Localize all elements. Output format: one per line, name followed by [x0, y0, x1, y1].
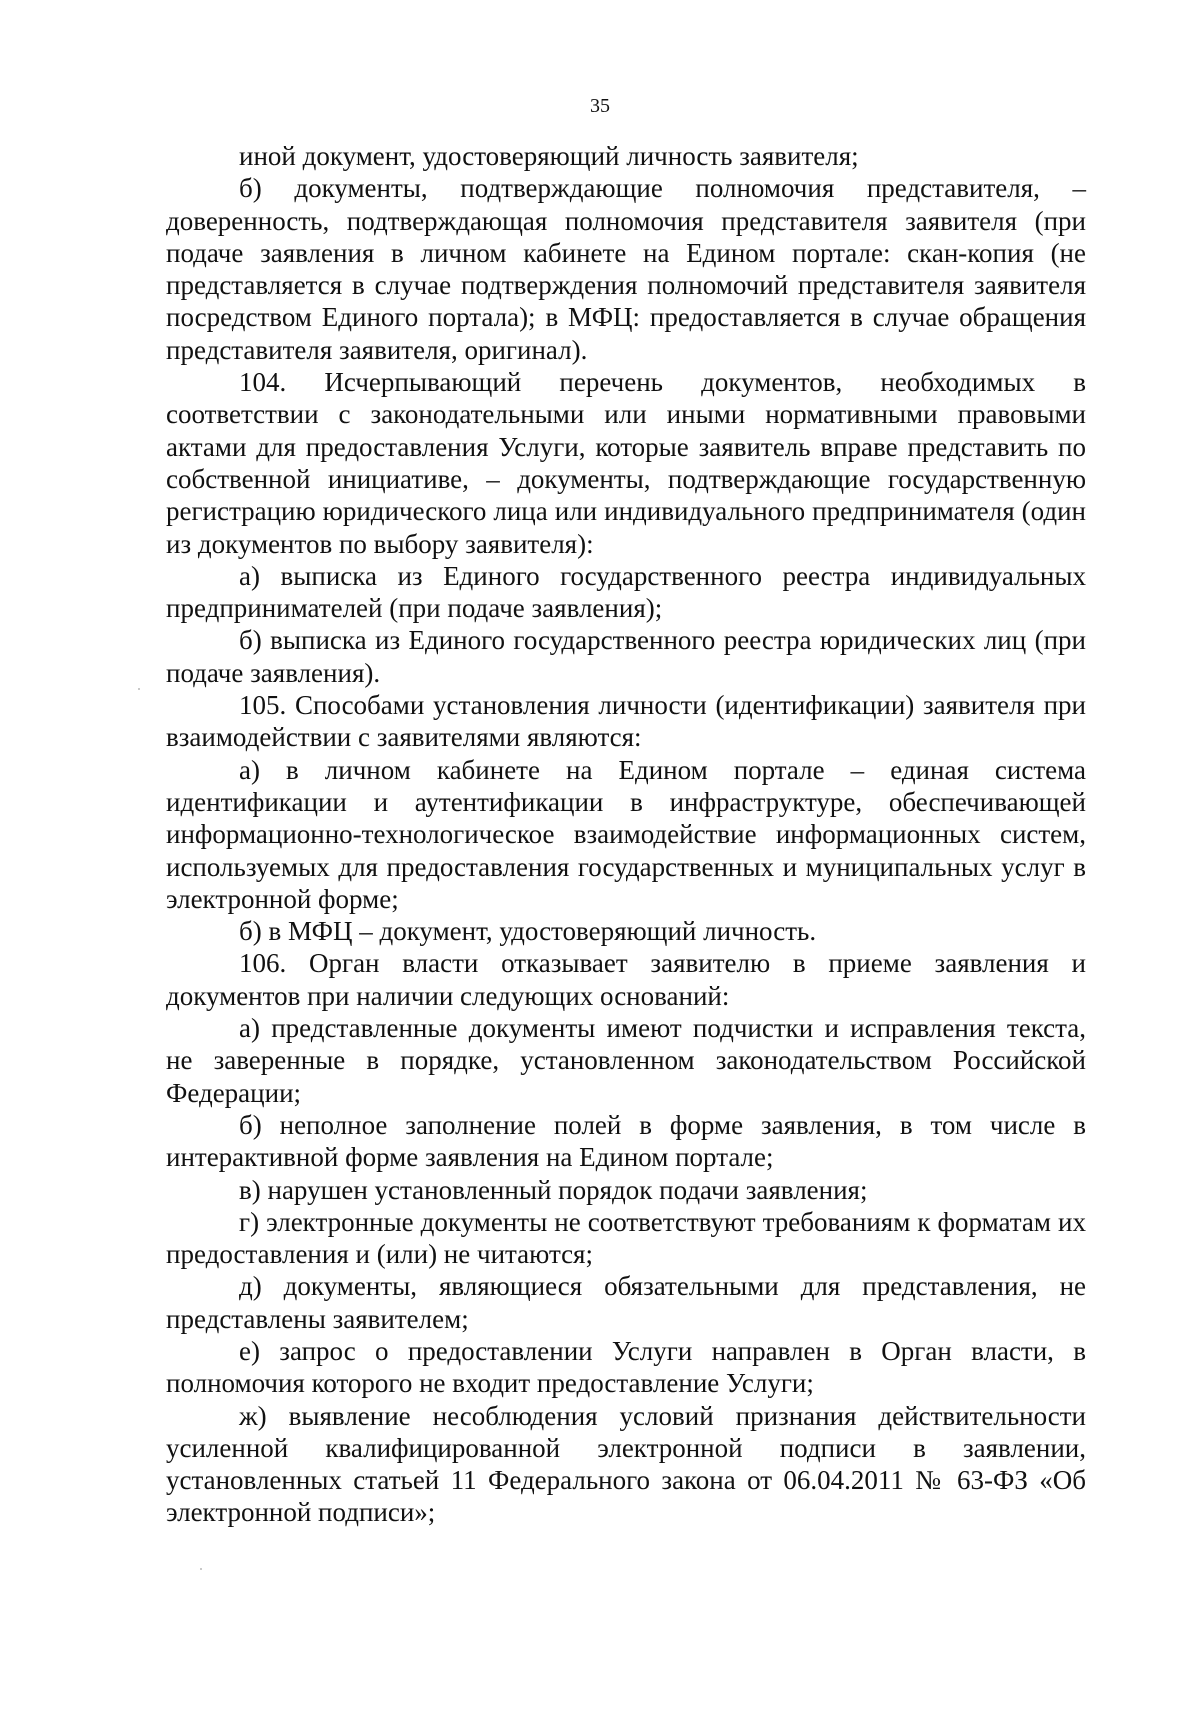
- paragraph: а) в личном кабинете на Едином портале – единая система идентификации и аутентификации в инфраструктуре, обеспечивающей информационно-технологическое взаимодействие информационных систем, используемых для предоставления государственных и муниципальных услуг в электронной форме;: [166, 754, 1086, 914]
- paragraph: 104. Исчерпывающий перечень документов, необходимых в соответствии с законодательными или иными нормативными правовыми актами для предоставления Услуги, которые заявитель вправе представить по собственной инициативе, – документы, подтверждающие государственную регистрацию юридического лица или индивидуального предпринимателя (один из документов по выбору заявителя):: [166, 367, 1086, 559]
- scan-speck: [138, 688, 140, 690]
- page-number: 35: [590, 95, 610, 117]
- paragraph: иной документ, удостоверяющий личность заявителя;: [239, 141, 859, 171]
- paragraph: б) в МФЦ – документ, удостоверяющий личность.: [239, 916, 817, 947]
- paragraph: а) выписка из Единого государственного реестра индивидуальных предпринимателей (при подаче заявления);: [166, 560, 1086, 624]
- paragraph: а) представленные документы имеют подчистки и исправления текста, не заверенные в порядке, установленном законодательством Российской Федерации;: [166, 1013, 1086, 1108]
- paragraph: б) документы, подтверждающие полномочия представителя, – доверенность, подтверждающая полномочия представителя заявителя (при подаче заявления в личном кабинете на Едином портале: скан-копия (не представляется в случае подтверждения полномочий представителя заявителя посредством Единого портала); в МФЦ: предоставляется в случае обращения представителя заявителя, оригинал).: [166, 173, 1086, 365]
- paragraph: е) запрос о предоставлении Услуги направлен в Орган власти, в полномочия которого не входит предоставление Услуги;: [166, 1335, 1086, 1399]
- paragraph: б) выписка из Единого государственного реестра юридических лиц (при подаче заявления).: [166, 625, 1086, 688]
- paragraph: в) нарушен установленный порядок подачи заявления;: [239, 1174, 868, 1205]
- paragraph: д) документы, являющиеся обязательными для представления, не представлены заявителем;: [166, 1271, 1086, 1334]
- paragraph: 106. Орган власти отказывает заявителю в приеме заявления и документов при наличии следующих оснований:: [166, 948, 1086, 1011]
- document-body: [166, 140, 1086, 1529]
- paragraph: г) электронные документы не соответствуют требованиям к форматам их предоставления и (или) не читаются;: [166, 1206, 1086, 1270]
- paragraph: ж) выявление несоблюдения условий признания действительности усиленной квалифицированной электронной подписи в заявлении, установленных статьей 11 Федерального закона от 06.04.2011 № 63-ФЗ «Об электронной подписи»;: [166, 1400, 1086, 1528]
- scan-speck: [200, 1568, 202, 1570]
- paragraph: б) неполное заполнение полей в форме заявления, в том числе в интерактивной форме заявления на Едином портале;: [166, 1109, 1086, 1173]
- paragraph: 105. Способами установления личности (идентификации) заявителя при взаимодействии с заявителями являются:: [166, 690, 1086, 753]
